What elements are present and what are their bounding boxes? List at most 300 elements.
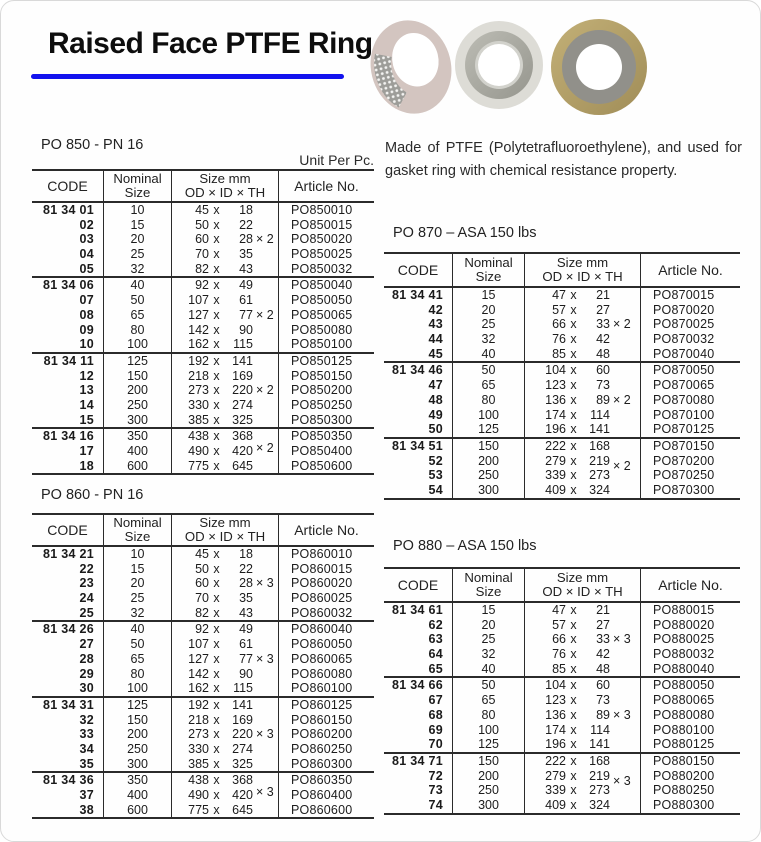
id-value: 89 xyxy=(596,707,610,722)
article-no-header: Article No. xyxy=(294,522,359,538)
multiply-sign: x xyxy=(213,802,220,817)
code-cell: 12 xyxy=(32,369,104,384)
table-row xyxy=(32,681,374,696)
id-value: 645 xyxy=(232,802,253,817)
multiply-sign: x xyxy=(213,217,220,232)
thickness-suffix: × 2 xyxy=(256,383,274,398)
id-value: 168 xyxy=(589,438,610,453)
table-title-po870: PO 870 – ASA 150 lbs xyxy=(393,225,537,241)
nominal-size-header: Nominal Size xyxy=(104,515,172,545)
size-mm-header: Size mm OD × ID × TH xyxy=(525,254,641,286)
nominal-size-cell: 20 xyxy=(104,232,172,247)
table-rows xyxy=(384,603,740,813)
table-row xyxy=(32,278,374,293)
article-no-cell: PO880250 xyxy=(653,783,715,798)
code-group xyxy=(32,203,374,278)
nominal-size-cell: 50 xyxy=(104,637,172,652)
nominal-size-cell: 80 xyxy=(104,667,172,682)
nominal-size-cell: 100 xyxy=(104,337,172,352)
multiply-sign: x xyxy=(213,458,220,473)
id-value: 114 xyxy=(590,722,610,737)
multiply-sign: x xyxy=(213,444,220,458)
table-po850 xyxy=(32,169,374,475)
unit-per-pc-note: Unit Per Pc. xyxy=(299,152,374,168)
id-value: 60 xyxy=(596,363,610,378)
table-po870 xyxy=(384,252,740,500)
table-row xyxy=(32,218,374,233)
od-value: 85 xyxy=(552,346,566,361)
id-value: 115 xyxy=(233,681,253,696)
table-po880 xyxy=(384,567,740,815)
article-no-cell: PO850025 xyxy=(291,247,353,262)
spiral-gasket-silver-photo xyxy=(455,21,543,109)
table-row xyxy=(32,667,374,682)
code-cell: 30 xyxy=(32,681,104,696)
nominal-size-cell: 80 xyxy=(453,393,525,408)
id-value: 42 xyxy=(596,332,610,347)
table-row xyxy=(384,754,740,769)
id-value: 18 xyxy=(239,547,253,561)
nominal-size-cell: 25 xyxy=(453,317,525,332)
table-row xyxy=(384,603,740,618)
multiply-sign: x xyxy=(213,712,220,727)
table-rows xyxy=(384,288,740,498)
od-value: 279 xyxy=(545,768,566,783)
size-cell xyxy=(525,288,641,303)
code-group xyxy=(32,698,374,773)
nominal-size-cell: 400 xyxy=(104,788,172,803)
multiply-sign: x xyxy=(213,337,220,352)
multiply-sign: x xyxy=(213,383,220,398)
code-cell: 81 34 61 xyxy=(384,603,453,618)
id-value: 73 xyxy=(596,378,610,393)
multiply-sign: x xyxy=(570,407,577,422)
id-value: 49 xyxy=(239,622,253,637)
id-value: 274 xyxy=(232,397,253,412)
od-value: 142 xyxy=(188,322,209,337)
article-no-cell: PO860400 xyxy=(291,788,353,802)
article-no-cell: PO870100 xyxy=(653,407,715,422)
od-value: 279 xyxy=(545,453,566,468)
id-value: 49 xyxy=(239,278,253,293)
table-row xyxy=(32,262,374,277)
od-value: 107 xyxy=(188,293,209,308)
nominal-size-cell: 150 xyxy=(104,713,172,728)
multiply-sign: x xyxy=(213,547,220,561)
article-no-cell: PO870040 xyxy=(653,346,715,361)
id-value: 273 xyxy=(589,783,610,798)
table-row xyxy=(384,632,740,647)
size-cell xyxy=(172,398,279,413)
size-cell xyxy=(525,332,641,347)
article-no-cell: PO860025 xyxy=(291,591,353,606)
thickness-suffix: × 2 xyxy=(613,458,631,473)
size-cell xyxy=(525,363,641,378)
code-group xyxy=(32,622,374,697)
table-row xyxy=(384,288,740,303)
table-row xyxy=(32,713,374,728)
id-value: 48 xyxy=(596,346,610,361)
table-header-row xyxy=(32,171,374,203)
article-no-cell: PO880100 xyxy=(653,722,715,737)
code-cell: 81 34 41 xyxy=(384,288,453,303)
code-cell: 81 34 06 xyxy=(32,278,104,293)
multiply-sign: x xyxy=(213,622,220,637)
nominal-size-cell: 300 xyxy=(453,798,525,813)
id-value: 89 xyxy=(596,392,610,407)
nominal-size-cell: 250 xyxy=(104,742,172,757)
od-value: 123 xyxy=(545,693,566,708)
code-cell: 07 xyxy=(32,293,104,308)
thickness-suffix: × 3 xyxy=(256,785,274,799)
id-value: 115 xyxy=(233,337,253,352)
multiply-sign: x xyxy=(213,681,220,696)
thickness-suffix: × 2 xyxy=(613,317,631,332)
code-cell: 17 xyxy=(32,444,104,459)
code-cell: 81 34 26 xyxy=(32,622,104,637)
size-cell xyxy=(525,737,641,752)
id-value: 27 xyxy=(596,617,610,632)
od-value: 339 xyxy=(545,783,566,798)
multiply-sign: x xyxy=(213,697,220,712)
nominal-size-cell: 65 xyxy=(453,693,525,708)
code-cell: 81 34 01 xyxy=(32,203,104,218)
table-row xyxy=(384,393,740,408)
article-no-cell: PO850300 xyxy=(291,412,353,427)
table-row xyxy=(32,698,374,713)
multiply-sign: x xyxy=(570,317,577,332)
nominal-size-cell: 300 xyxy=(453,483,525,498)
code-cell: 74 xyxy=(384,798,453,813)
product-description: Made of PTFE (Polytetrafluoroethylene), and used for gasket ring with chemical resistance property. xyxy=(385,140,742,179)
id-value: 21 xyxy=(596,603,610,617)
nominal-size-cell: 15 xyxy=(453,288,525,303)
code-cell: 48 xyxy=(384,393,453,408)
multiply-sign: x xyxy=(213,412,220,427)
code-cell: 24 xyxy=(32,591,104,606)
article-no-cell: PO860010 xyxy=(291,547,353,561)
code-cell: 64 xyxy=(384,647,453,662)
id-value: 33 xyxy=(596,632,610,647)
multiply-sign: x xyxy=(570,661,577,676)
nominal-size-cell: 200 xyxy=(453,454,525,469)
nominal-size-cell: 350 xyxy=(104,429,172,444)
size-cell xyxy=(172,622,279,637)
table-row xyxy=(32,247,374,262)
nominal-size-cell: 200 xyxy=(104,727,172,742)
id-value: 273 xyxy=(589,468,610,483)
size-cell xyxy=(172,713,279,728)
nominal-size-header: Nominal Size xyxy=(453,254,525,286)
od-value: 50 xyxy=(195,561,209,576)
nominal-size-cell: 20 xyxy=(453,618,525,633)
code-group xyxy=(32,429,374,473)
code-cell: 34 xyxy=(32,742,104,757)
table-row xyxy=(384,332,740,347)
size-cell xyxy=(525,317,641,332)
size-cell xyxy=(525,693,641,708)
id-value: 220 xyxy=(232,383,253,398)
multiply-sign: x xyxy=(570,647,577,662)
od-value: 196 xyxy=(545,737,566,752)
nominal-size-cell: 25 xyxy=(104,247,172,262)
article-no-cell: PO880025 xyxy=(653,632,715,647)
code-header: CODE xyxy=(384,254,453,286)
code-cell: 14 xyxy=(32,398,104,413)
multiply-sign: x xyxy=(570,392,577,407)
table-title-po850: PO 850 - PN 16 xyxy=(41,137,144,153)
thickness-suffix: × 3 xyxy=(613,773,631,788)
multiply-sign: x xyxy=(570,438,577,453)
multiply-sign: x xyxy=(213,307,220,322)
table-row xyxy=(32,337,374,352)
od-value: 409 xyxy=(545,482,566,497)
article-no-header: Article No. xyxy=(658,262,723,278)
od-value: 76 xyxy=(552,332,566,347)
id-value: 22 xyxy=(239,217,253,232)
size-cell xyxy=(172,681,279,696)
nominal-size-cell: 100 xyxy=(104,681,172,696)
size-cell xyxy=(172,203,279,218)
od-value: 339 xyxy=(545,468,566,483)
nominal-size-cell: 300 xyxy=(104,757,172,772)
size-cell xyxy=(172,698,279,713)
nominal-size-cell: 150 xyxy=(453,754,525,769)
id-value: 325 xyxy=(232,756,253,771)
code-header: CODE xyxy=(32,515,104,545)
size-cell xyxy=(172,667,279,682)
size-cell xyxy=(525,408,641,423)
id-value: 33 xyxy=(596,317,610,332)
od-value: 123 xyxy=(545,378,566,393)
article-no-cell: PO850010 xyxy=(291,203,353,217)
size-cell xyxy=(525,798,641,813)
table-row xyxy=(384,363,740,378)
title-underline xyxy=(31,74,344,79)
nominal-size-cell: 15 xyxy=(104,562,172,577)
id-value: 43 xyxy=(239,605,253,620)
od-value: 192 xyxy=(188,353,209,368)
table-row xyxy=(384,422,740,437)
code-cell: 43 xyxy=(384,317,453,332)
od-value: 222 xyxy=(545,438,566,453)
multiply-sign: x xyxy=(213,651,220,666)
article-no-cell: PO860100 xyxy=(291,681,353,696)
nominal-size-cell: 50 xyxy=(453,678,525,693)
multiply-sign: x xyxy=(213,429,220,444)
table-row xyxy=(384,618,740,633)
table-row xyxy=(384,483,740,498)
nominal-size-cell: 40 xyxy=(453,347,525,362)
multiply-sign: x xyxy=(570,288,577,302)
nominal-size-header: Nominal Size xyxy=(104,171,172,201)
article-no-cell: PO880020 xyxy=(653,617,715,632)
article-no-cell: PO880065 xyxy=(653,693,715,708)
code-cell: 70 xyxy=(384,737,453,752)
multiply-sign: x xyxy=(213,561,220,576)
multiply-sign: x xyxy=(570,722,577,737)
article-no-cell: PO870125 xyxy=(653,422,715,437)
table-row xyxy=(32,398,374,413)
thickness-suffix: × 2 xyxy=(256,441,274,455)
code-cell: 25 xyxy=(32,606,104,621)
od-value: 136 xyxy=(545,707,566,722)
id-value: 42 xyxy=(596,647,610,662)
table-row xyxy=(32,637,374,652)
size-cell xyxy=(172,562,279,577)
table-rows xyxy=(32,547,374,817)
multiply-sign: x xyxy=(213,756,220,771)
nominal-size-cell: 65 xyxy=(104,308,172,323)
nominal-size-cell: 100 xyxy=(453,408,525,423)
size-cell xyxy=(172,218,279,233)
table-row xyxy=(32,383,374,398)
article-no-cell: PO880150 xyxy=(653,753,715,768)
id-value: 169 xyxy=(232,368,253,383)
multiply-sign: x xyxy=(570,753,577,768)
article-no-cell: PO850050 xyxy=(291,293,353,308)
code-cell: 81 34 36 xyxy=(32,773,104,788)
thickness-suffix: × 2 xyxy=(256,307,274,322)
code-cell: 52 xyxy=(384,454,453,469)
od-value: 57 xyxy=(552,617,566,632)
code-cell: 68 xyxy=(384,708,453,723)
code-cell: 04 xyxy=(32,247,104,262)
od-value: 162 xyxy=(188,337,209,352)
size-cell xyxy=(172,323,279,338)
multiply-sign: x xyxy=(213,741,220,756)
size-cell xyxy=(172,383,279,398)
id-value: 368 xyxy=(232,429,253,444)
code-cell: 81 34 71 xyxy=(384,754,453,769)
table-row xyxy=(384,723,740,738)
article-no-cell: PO870150 xyxy=(653,438,715,453)
id-value: 90 xyxy=(239,322,253,337)
article-no-cell: PO850015 xyxy=(291,217,353,232)
size-cell xyxy=(172,591,279,606)
thickness-suffix: × 3 xyxy=(256,651,274,666)
article-no-cell: PO850125 xyxy=(291,353,353,368)
id-value: 60 xyxy=(596,678,610,693)
table-row xyxy=(384,468,740,483)
size-cell xyxy=(525,347,641,362)
od-value: 218 xyxy=(188,712,209,727)
od-value: 142 xyxy=(188,666,209,681)
size-cell xyxy=(525,393,641,408)
multiply-sign: x xyxy=(213,353,220,368)
multiply-sign: x xyxy=(570,632,577,647)
nominal-size-cell: 25 xyxy=(453,632,525,647)
multiply-sign: x xyxy=(213,637,220,652)
od-value: 66 xyxy=(552,317,566,332)
table-row xyxy=(32,742,374,757)
id-value: 141 xyxy=(589,737,610,752)
id-value: 35 xyxy=(239,247,253,262)
code-cell: 35 xyxy=(32,757,104,772)
multiply-sign: x xyxy=(213,727,220,742)
multiply-sign: x xyxy=(570,797,577,812)
od-value: 45 xyxy=(195,203,209,217)
table-row xyxy=(384,798,740,813)
table-row xyxy=(384,737,740,752)
nominal-size-cell: 25 xyxy=(104,591,172,606)
table-row xyxy=(384,453,740,473)
code-cell: 54 xyxy=(384,483,453,498)
code-cell: 33 xyxy=(32,727,104,742)
article-no-cell: PO860300 xyxy=(291,756,353,771)
code-cell: 81 34 11 xyxy=(32,354,104,369)
od-value: 60 xyxy=(195,232,209,247)
nominal-size-cell: 32 xyxy=(104,262,172,277)
multiply-sign: x xyxy=(213,605,220,620)
nominal-size-cell: 40 xyxy=(104,622,172,637)
table-row xyxy=(32,652,374,667)
size-cell xyxy=(172,803,279,818)
code-cell: 22 xyxy=(32,562,104,577)
multiply-sign: x xyxy=(213,232,220,247)
article-no-cell: PO860150 xyxy=(291,712,353,727)
article-no-cell: PO850150 xyxy=(291,368,353,383)
id-value: 324 xyxy=(589,482,610,497)
code-cell: 05 xyxy=(32,262,104,277)
nominal-size-cell: 32 xyxy=(453,332,525,347)
id-value: 274 xyxy=(232,741,253,756)
nominal-size-cell: 10 xyxy=(104,203,172,218)
table-row xyxy=(32,323,374,338)
article-no-cell: PO860020 xyxy=(291,576,353,591)
code-cell: 53 xyxy=(384,468,453,483)
id-value: 645 xyxy=(232,458,253,473)
od-value: 66 xyxy=(552,632,566,647)
code-cell: 81 34 46 xyxy=(384,363,453,378)
od-value: 174 xyxy=(545,722,566,737)
nominal-size-cell: 200 xyxy=(104,383,172,398)
id-value: 28 xyxy=(239,232,253,247)
code-group xyxy=(384,288,740,363)
multiply-sign: x xyxy=(570,693,577,708)
article-no-cell: PO870015 xyxy=(653,288,715,302)
id-value: 28 xyxy=(239,576,253,591)
nominal-size-cell: 80 xyxy=(453,708,525,723)
nominal-size-cell: 50 xyxy=(453,363,525,378)
nominal-size-cell: 125 xyxy=(453,737,525,752)
nominal-size-cell: 20 xyxy=(104,576,172,591)
id-value: 141 xyxy=(232,353,253,368)
size-cell xyxy=(525,768,641,788)
od-value: 50 xyxy=(195,217,209,232)
article-no-cell: PO880040 xyxy=(653,661,715,676)
od-value: 104 xyxy=(545,678,566,693)
od-value: 70 xyxy=(195,591,209,606)
table-row xyxy=(32,773,374,788)
id-value: 43 xyxy=(239,261,253,276)
nominal-size-cell: 50 xyxy=(104,293,172,308)
size-cell xyxy=(172,637,279,652)
od-value: 45 xyxy=(195,547,209,561)
article-no-cell: PO870032 xyxy=(653,332,715,347)
size-cell xyxy=(172,278,279,293)
od-value: 85 xyxy=(552,661,566,676)
id-value: 73 xyxy=(596,693,610,708)
multiply-sign: x xyxy=(213,788,220,802)
id-value: 219 xyxy=(589,768,610,783)
size-cell xyxy=(172,293,279,308)
od-value: 438 xyxy=(188,773,209,788)
code-cell: 49 xyxy=(384,408,453,423)
table-row xyxy=(384,662,740,677)
code-cell: 38 xyxy=(32,803,104,818)
multiply-sign: x xyxy=(570,737,577,752)
